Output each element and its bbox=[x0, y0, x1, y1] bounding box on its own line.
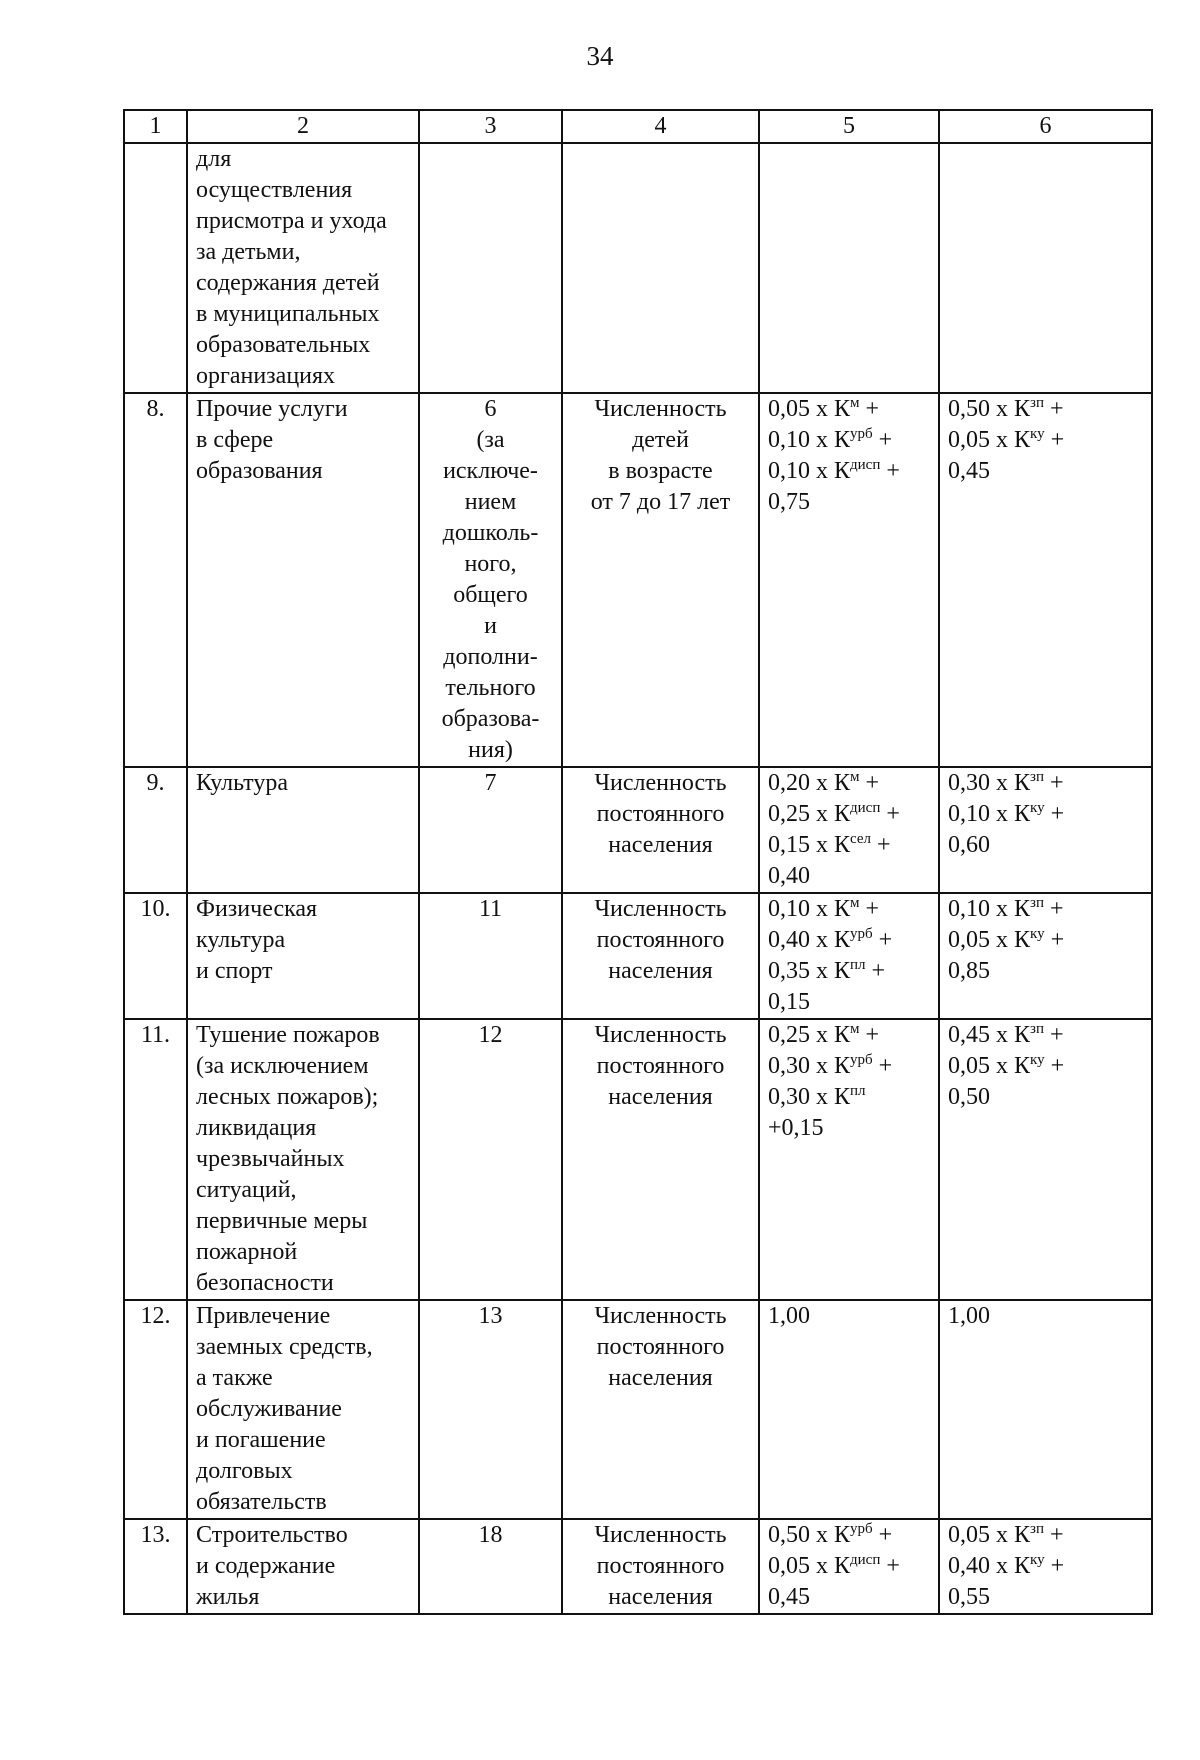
code-text: 13 bbox=[478, 1303, 503, 1329]
formula-line bbox=[948, 1551, 1143, 1582]
indicator-text: Численность детей в возрасте от 7 до 17 лет bbox=[590, 396, 731, 515]
formula-cell-5 bbox=[759, 1519, 939, 1614]
coefficient: 0,45 х К bbox=[948, 1022, 1031, 1048]
operator: + bbox=[865, 958, 886, 984]
formula-line bbox=[948, 768, 1143, 799]
coefficient: 0,05 х К bbox=[948, 427, 1031, 453]
service-name bbox=[187, 767, 419, 893]
formula-cell-5 bbox=[759, 1019, 939, 1300]
formula-line bbox=[768, 925, 930, 956]
indicator-text: Численность постоянного населения bbox=[594, 1022, 727, 1110]
formula-5 bbox=[768, 1301, 930, 1332]
formula-line bbox=[768, 1113, 930, 1144]
coefficient-superscript: м bbox=[850, 895, 860, 911]
indicator-text: Численность постоянного населения bbox=[594, 1522, 727, 1610]
coefficient: 0,10 х К bbox=[948, 896, 1031, 922]
row-number bbox=[124, 1300, 187, 1519]
coefficient: 0,10 х К bbox=[948, 801, 1031, 827]
table-body bbox=[124, 143, 1152, 1614]
formula-line bbox=[768, 1301, 930, 1332]
operator: + bbox=[872, 927, 893, 953]
operator: + bbox=[1044, 801, 1065, 827]
coefficient-superscript: м bbox=[850, 1021, 860, 1037]
formula-cell-6 bbox=[939, 767, 1152, 893]
formula-line bbox=[768, 456, 930, 487]
table-row bbox=[124, 1519, 1152, 1614]
service-name bbox=[187, 1019, 419, 1300]
operator: + bbox=[1044, 927, 1065, 953]
coefficient-superscript: зп bbox=[1030, 895, 1044, 911]
coefficient-superscript: зп bbox=[1030, 395, 1044, 411]
coefficient: 0,60 bbox=[948, 832, 990, 858]
coefficient: 0,45 bbox=[948, 458, 990, 484]
formula-line bbox=[948, 799, 1143, 830]
row-number bbox=[124, 1019, 187, 1300]
formula-line bbox=[768, 956, 930, 987]
coefficient: 0,25 х К bbox=[768, 1022, 851, 1048]
coefficient-superscript: пл bbox=[850, 957, 866, 973]
indicator-cell bbox=[562, 393, 759, 767]
code-text: 11 bbox=[478, 896, 503, 922]
table-row bbox=[124, 1300, 1152, 1519]
indicator-cell bbox=[562, 1300, 759, 1519]
formula-line bbox=[768, 894, 930, 925]
coefficient-superscript: дисп bbox=[850, 457, 881, 473]
coefficient: 0,55 bbox=[948, 1584, 990, 1610]
header-row bbox=[124, 110, 1152, 143]
table-row bbox=[124, 393, 1152, 767]
operator: + bbox=[880, 458, 900, 484]
coefficient: 0,10 х К bbox=[768, 896, 851, 922]
operator: + bbox=[1043, 1022, 1064, 1048]
coefficient-superscript: урб bbox=[850, 1521, 873, 1537]
formula-cell-6 bbox=[939, 1300, 1152, 1519]
formula-cell-6 bbox=[939, 143, 1152, 393]
column-header-1: 1 bbox=[124, 110, 187, 143]
table-row bbox=[124, 1019, 1152, 1300]
coefficient-superscript: пл bbox=[850, 1083, 866, 1099]
formula-6 bbox=[948, 894, 1143, 987]
coefficient: 0,40 bbox=[768, 863, 810, 889]
coefficient-superscript: сел bbox=[850, 831, 871, 847]
service-name bbox=[187, 143, 419, 393]
indicator-text: Численность постоянного населения bbox=[594, 770, 727, 858]
formula-6 bbox=[948, 768, 1143, 861]
coefficient-superscript: ку bbox=[1030, 926, 1045, 942]
operator: + bbox=[1043, 896, 1064, 922]
row-number-text: 8. bbox=[146, 396, 165, 422]
formula-5 bbox=[768, 1020, 930, 1144]
table-row bbox=[124, 767, 1152, 893]
coefficient-superscript: ку bbox=[1030, 426, 1045, 442]
coefficient: 0,50 х К bbox=[768, 1522, 851, 1548]
formula-line bbox=[948, 456, 1143, 487]
column-header-6: 6 bbox=[939, 110, 1152, 143]
coefficient: +0,15 bbox=[768, 1115, 824, 1141]
operator: + bbox=[872, 1522, 893, 1548]
coefficient: 0,30 х К bbox=[768, 1053, 851, 1079]
service-name bbox=[187, 393, 419, 767]
operator: + bbox=[872, 427, 893, 453]
row-number-text: 10. bbox=[140, 896, 171, 922]
formula-cell-5 bbox=[759, 393, 939, 767]
coefficient: 0,10 х К bbox=[768, 427, 851, 453]
row-number bbox=[124, 393, 187, 767]
formula-cell-5 bbox=[759, 1300, 939, 1519]
formula-line bbox=[948, 394, 1143, 425]
row-number-text: 11. bbox=[140, 1022, 171, 1048]
coefficient-superscript: дисп bbox=[850, 1552, 881, 1568]
formula-6 bbox=[948, 1020, 1143, 1113]
formula-line bbox=[948, 1520, 1143, 1551]
formula-cell-6 bbox=[939, 1019, 1152, 1300]
coefficient: 0,05 х К bbox=[768, 396, 851, 422]
row-number bbox=[124, 893, 187, 1019]
row-number bbox=[124, 1519, 187, 1614]
code-text: 6 (за исключе- нием дошколь- ного, общего и дополни- тельного образова- ния) bbox=[441, 396, 540, 763]
table-row bbox=[124, 893, 1152, 1019]
code-cell bbox=[419, 1019, 562, 1300]
service-name-text: Культура bbox=[196, 770, 288, 796]
service-name bbox=[187, 1519, 419, 1614]
code-text: 12 bbox=[478, 1022, 503, 1048]
row-number bbox=[124, 767, 187, 893]
service-name-text: Тушение пожаров (за исключением лесных пожаров); ликвидация чрезвычайных ситуаций, первичные меры пожарной безопасности bbox=[196, 1022, 380, 1296]
coefficient: 0,30 х К bbox=[768, 1084, 851, 1110]
formula-line bbox=[768, 830, 930, 861]
operator: + bbox=[872, 1053, 893, 1079]
coefficient: 0,25 х К bbox=[768, 801, 851, 827]
column-header-2: 2 bbox=[187, 110, 419, 143]
indicator-text: Численность постоянного населения bbox=[594, 896, 727, 984]
formula-line bbox=[768, 861, 930, 892]
formula-5 bbox=[768, 1520, 930, 1613]
formula-line bbox=[948, 830, 1143, 861]
formula-line bbox=[768, 1551, 930, 1582]
formula-line bbox=[948, 925, 1143, 956]
column-header-3: 3 bbox=[419, 110, 562, 143]
operator: + bbox=[880, 801, 900, 827]
formula-line bbox=[768, 799, 930, 830]
service-name-text: Строительство и содержание жилья bbox=[196, 1522, 348, 1610]
column-header-5: 5 bbox=[759, 110, 939, 143]
service-name bbox=[187, 1300, 419, 1519]
coefficient: 0,85 bbox=[948, 958, 990, 984]
indicator-cell bbox=[562, 1019, 759, 1300]
formula-5 bbox=[768, 394, 930, 518]
code-text: 7 bbox=[484, 770, 497, 796]
coefficient: 0,50 bbox=[948, 1084, 990, 1110]
operator: + bbox=[871, 832, 891, 858]
operator: + bbox=[1043, 1522, 1064, 1548]
code-cell bbox=[419, 393, 562, 767]
coefficient: 0,05 х К bbox=[948, 1522, 1031, 1548]
column-header-4: 4 bbox=[562, 110, 759, 143]
coefficient: 0,15 bbox=[768, 989, 810, 1015]
coefficient-superscript: зп bbox=[1030, 1021, 1044, 1037]
row-number-text: 9. bbox=[146, 770, 165, 796]
coefficient-superscript: ку bbox=[1030, 800, 1045, 816]
operator: + bbox=[859, 1022, 880, 1048]
operator: + bbox=[1043, 396, 1064, 422]
service-name bbox=[187, 893, 419, 1019]
formula-line bbox=[948, 894, 1143, 925]
coefficient: 0,30 х К bbox=[948, 770, 1031, 796]
operator: + bbox=[880, 1553, 900, 1579]
coefficient: 0,45 bbox=[768, 1584, 810, 1610]
coefficient: 0,40 х К bbox=[768, 927, 851, 953]
formula-line bbox=[948, 1082, 1143, 1113]
code-cell bbox=[419, 893, 562, 1019]
continuation-row bbox=[124, 143, 1152, 393]
formula-5 bbox=[768, 768, 930, 892]
operator: + bbox=[1043, 770, 1064, 796]
indicator-cell bbox=[562, 1519, 759, 1614]
service-name-text: Прочие услуги в сфере образования bbox=[196, 396, 348, 484]
coefficient: 1,00 bbox=[768, 1303, 810, 1329]
formula-cell-6 bbox=[939, 893, 1152, 1019]
formula-5 bbox=[768, 894, 930, 1018]
formula-line bbox=[768, 487, 930, 518]
formula-line bbox=[768, 1520, 930, 1551]
coefficient: 0,20 х К bbox=[768, 770, 851, 796]
coefficient: 0,10 х К bbox=[768, 458, 851, 484]
coefficient-superscript: ку bbox=[1030, 1052, 1045, 1068]
coefficient: 1,00 bbox=[948, 1303, 990, 1329]
operator: + bbox=[1044, 1553, 1065, 1579]
indicator-cell bbox=[562, 143, 759, 393]
formula-line bbox=[768, 1082, 930, 1113]
formula-line bbox=[948, 956, 1143, 987]
coefficient-superscript: м bbox=[850, 395, 860, 411]
formula-cell-5 bbox=[759, 767, 939, 893]
formula-line bbox=[768, 987, 930, 1018]
formula-6 bbox=[948, 1520, 1143, 1613]
service-name-text: Физическая культура и спорт bbox=[196, 896, 318, 984]
row-number-text: 12. bbox=[140, 1303, 171, 1329]
coefficient: 0,05 х К bbox=[768, 1553, 851, 1579]
formula-cell-6 bbox=[939, 393, 1152, 767]
coefficient-superscript: дисп bbox=[850, 800, 881, 816]
formula-line bbox=[768, 768, 930, 799]
code-cell bbox=[419, 1519, 562, 1614]
formula-cell-5 bbox=[759, 143, 939, 393]
formula-line bbox=[768, 1051, 930, 1082]
row-number-text: 13. bbox=[140, 1522, 171, 1548]
coefficient-superscript: зп bbox=[1030, 1521, 1044, 1537]
operator: + bbox=[859, 396, 880, 422]
service-name-text: Привлечение заемных средств, а также обслуживание и погашение долговых обязательств bbox=[196, 1303, 373, 1515]
formula-line bbox=[768, 425, 930, 456]
code-text: 18 bbox=[478, 1522, 503, 1548]
page-number: 34 bbox=[586, 41, 614, 71]
formula-line bbox=[948, 1301, 1143, 1332]
coefficient-superscript: урб bbox=[850, 1052, 873, 1068]
formula-6 bbox=[948, 1301, 1143, 1332]
coefficient: 0,35 х К bbox=[768, 958, 851, 984]
coefficient: 0,40 х К bbox=[948, 1553, 1031, 1579]
coefficient: 0,75 bbox=[768, 489, 810, 515]
code-cell bbox=[419, 1300, 562, 1519]
formula-line bbox=[768, 394, 930, 425]
coefficient: 0,50 х К bbox=[948, 396, 1031, 422]
formula-line bbox=[948, 1051, 1143, 1082]
formula-cell-5 bbox=[759, 893, 939, 1019]
table-header bbox=[124, 110, 1152, 143]
coefficient-superscript: урб bbox=[850, 426, 873, 442]
coefficient-superscript: зп bbox=[1030, 769, 1044, 785]
indicator-cell bbox=[562, 767, 759, 893]
operator: + bbox=[859, 896, 880, 922]
coefficient: 0,05 х К bbox=[948, 927, 1031, 953]
coefficient-superscript: м bbox=[850, 769, 860, 785]
formula-line bbox=[948, 1582, 1143, 1613]
operator: + bbox=[1044, 1053, 1065, 1079]
operator: + bbox=[859, 770, 880, 796]
formula-line bbox=[948, 425, 1143, 456]
code-cell bbox=[419, 143, 562, 393]
operator: + bbox=[1044, 427, 1065, 453]
indicator-text: Численность постоянного населения bbox=[594, 1303, 727, 1391]
formula-cell-6 bbox=[939, 1519, 1152, 1614]
row-number bbox=[124, 143, 187, 393]
code-cell bbox=[419, 767, 562, 893]
coefficient-table bbox=[123, 109, 1153, 1615]
formula-line bbox=[768, 1020, 930, 1051]
coefficient: 0,05 х К bbox=[948, 1053, 1031, 1079]
service-name-text: для осуществления присмотра и ухода за детьми, содержания детей в муниципальных образовательных организациях bbox=[196, 146, 387, 389]
coefficient-superscript: урб bbox=[850, 926, 873, 942]
formula-6 bbox=[948, 394, 1143, 487]
formula-line bbox=[948, 1020, 1143, 1051]
indicator-cell bbox=[562, 893, 759, 1019]
coefficient-superscript: ку bbox=[1030, 1552, 1045, 1568]
coefficient: 0,15 х К bbox=[768, 832, 851, 858]
formula-line bbox=[768, 1582, 930, 1613]
